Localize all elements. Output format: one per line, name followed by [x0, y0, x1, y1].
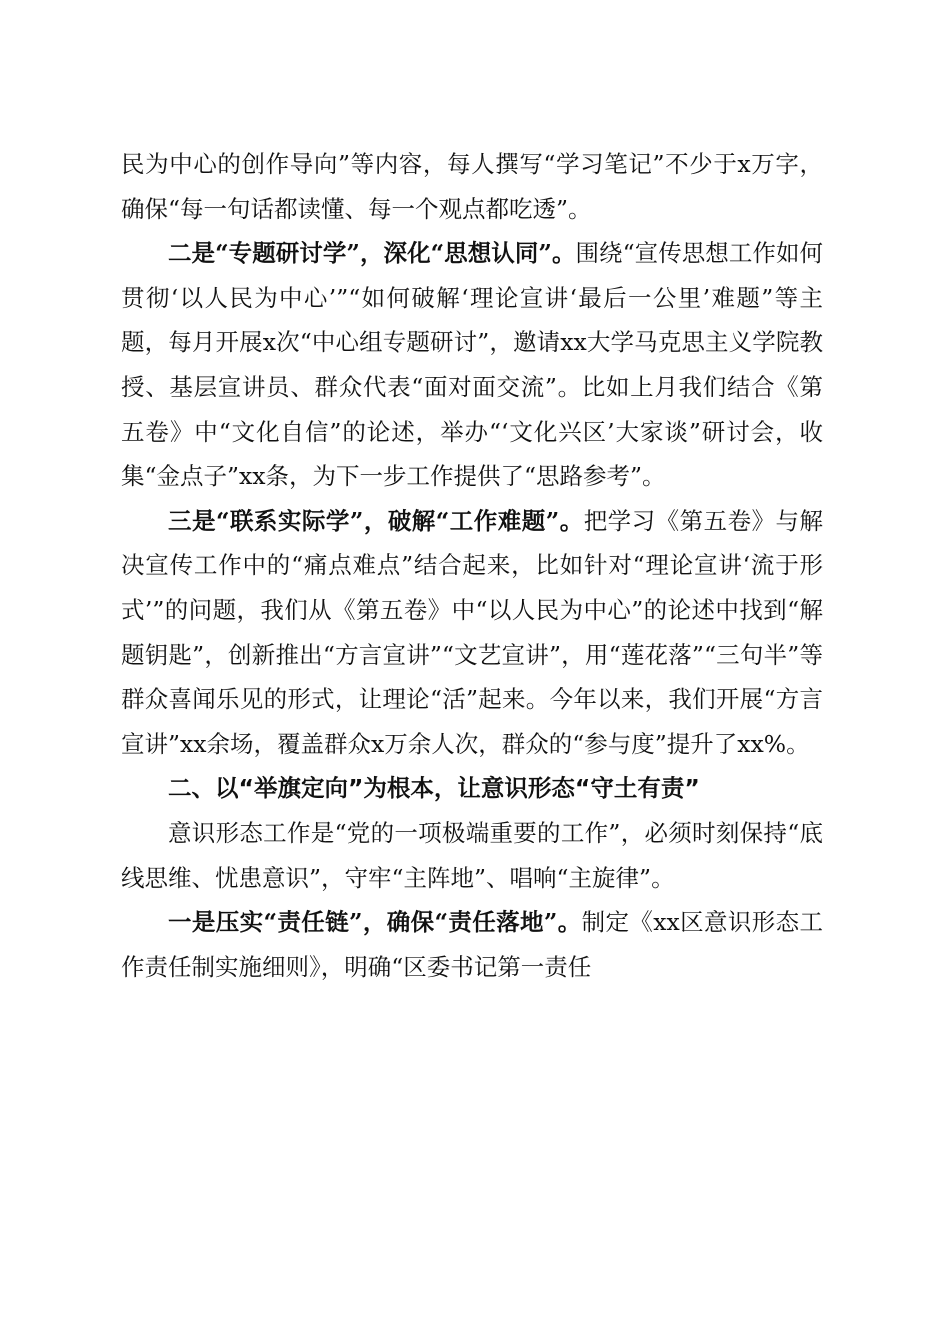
paragraph-intro	[121, 811, 823, 900]
paragraph-lead: 二是“专题研讨学”，深化“思想认同”。	[168, 239, 576, 268]
paragraph-continuation	[121, 142, 823, 231]
section-heading: 二、以“举旗定向”为根本，让意识形态“守土有责”	[168, 774, 700, 803]
paragraph-responsibility-chain	[121, 900, 823, 989]
paragraph-text: 把学习《第五卷》与解决宣传工作中的“痛点难点”结合起来，比如针对“理论宣讲‘流于形式’”的问题，我们从《第五卷》中“以人民为中心”的论述中找到“解题钥匙”，创新推出“方言宣讲”“文艺宣讲”，用“莲花落”“三句半”等群众喜闻乐见的形式，让理论“活”起来。今年以来，我们开展“方言宣讲”xx余场，覆盖群众x万余人次，群众的“参与度”提升了xx%。	[121, 506, 824, 758]
paragraph-text: 意识形态工作是“党的一项极端重要的工作”，必须时刻保持“底线思维、忧患意识”，守牢“主阵地”、唱响“主旋律”。	[121, 818, 823, 892]
paragraph-text: 制定《xx区意识形态工作责任制实施细则》，明确“区委书记第一责任	[121, 908, 823, 981]
paragraph-topic-seminar	[121, 231, 823, 499]
paragraph-lead: 三是“联系实际学”，破解“工作难题”。	[168, 506, 584, 535]
paragraph-text: 围绕“宣传思想工作如何贯彻‘以人民为中心’”“如何破解‘理论宣讲‘最后一公里’难题”等主题，每月开展x次“中心组专题研讨”，邀请xx大学马克思主义学院教授、基层宣讲员、群众代表“面对面交流”。比如上月我们结合《第五卷》中“文化自信”的论述，举办“‘文化兴区’大家谈”研讨会，收集“金点子”xx条，为下一步工作提供了“思路参考”。	[121, 239, 823, 491]
paragraph-practical-study	[121, 499, 823, 767]
document-body	[121, 142, 823, 989]
paragraph-lead: 一是压实“责任链”，确保“责任落地”。	[168, 908, 582, 937]
paragraph-text: 民为中心的创作导向”等内容，每人撰写“学习笔记”不少于x万字，确保“每一句话都读懂、每一个观点都吃透”。	[121, 150, 823, 223]
